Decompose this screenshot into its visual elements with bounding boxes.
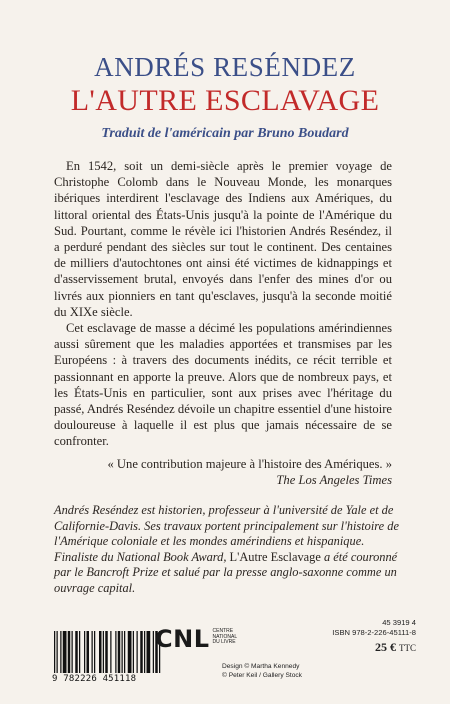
barcode-bar xyxy=(122,631,123,673)
barcode-bar xyxy=(118,631,121,673)
barcode-bar xyxy=(84,631,85,673)
author-bio xyxy=(54,503,400,597)
cnl-logo-line-1: CENTRE xyxy=(212,628,234,634)
barcode-bar xyxy=(147,631,151,673)
isbn-barcode xyxy=(52,631,164,691)
blurb-paragraph-2: Cet esclavage de masse a décimé les populations amérindiennes aussi sûrement que les maladies apportées et transmises par les Européens : à travers des documents inédits, ce récit terrible et passionnant en apporte la preuve. Alors que de nombreux pays, et les États-Unis en particulier, sont aux prises avec l'héritage du passé, Andrés Reséndez dévoile un chapitre essentiel d'une histoire douloureuse à laquelle il est plus que jamais nécessaire de se confronter. xyxy=(54,321,392,449)
bio-text-1: Andrés Reséndez est historien, professeur à l'université de Yale et de Californie-Davis. Ses travaux portent principalement sur l'histoire de l'Amérique coloniale et les mondes amérindiens et hispanique. Finaliste du National Book Award, xyxy=(54,503,399,564)
barcode-bar xyxy=(75,631,78,673)
press-review xyxy=(54,456,392,488)
price-value: 25 € xyxy=(375,640,396,654)
barcode-bar xyxy=(68,631,71,673)
cnl-logo-line-3: DU LIVRE xyxy=(212,639,236,646)
barcode-bar xyxy=(124,631,125,673)
price-suffix: TTC xyxy=(399,643,416,653)
cnl-logo-subtitle xyxy=(213,629,237,646)
barcode-bar xyxy=(105,631,108,673)
barcode-bar xyxy=(72,631,73,673)
barcode-bar xyxy=(128,631,132,673)
product-code: 45 3919 4 xyxy=(382,618,416,627)
author-name: ANDRÉS RESÉNDEZ xyxy=(94,52,356,82)
barcode-bar xyxy=(94,631,95,673)
photo-credit: © Peter Keil / Gallery Stock xyxy=(222,671,302,679)
review-source: The Los Angeles Times xyxy=(276,473,392,488)
barcode-bar xyxy=(103,631,104,673)
barcode-bar xyxy=(133,631,134,673)
barcode-bar xyxy=(87,631,90,673)
cnl-logo xyxy=(155,627,237,651)
barcode-bar xyxy=(79,631,80,673)
barcode-bar xyxy=(99,631,102,673)
cnl-logo-line-2: NATIONAL xyxy=(212,633,238,640)
barcode-bars xyxy=(52,631,164,673)
barcode-bar xyxy=(60,631,61,673)
translator-credit: Traduit de l'américain par Bruno Boudard xyxy=(101,126,349,141)
barcode-bar xyxy=(144,631,145,673)
barcode-digits: 9 782226 451118 xyxy=(52,674,137,684)
review-quote: « Une contribution majeure à l'histoire des Amériques. » xyxy=(107,457,392,471)
barcode-bar xyxy=(140,631,143,673)
cnl-logo-letters: CNL xyxy=(155,625,210,653)
bio-text-2: a été couronné par le Bancroft Prize et salué par la presse anglo-saxonne comme un ouvrage capital. xyxy=(54,549,398,595)
price-line xyxy=(320,642,416,653)
design-credit: Design © Martha Kennedy xyxy=(222,663,300,670)
book-title: L'AUTRE ESCLAVAGE xyxy=(70,84,380,117)
barcode-bar xyxy=(115,631,116,673)
barcode-bar xyxy=(54,631,55,673)
barcode-bar xyxy=(110,631,111,673)
isbn-block xyxy=(320,618,416,653)
barcode-bar xyxy=(137,631,138,673)
isbn-number: ISBN 978-2-226-45111-8 xyxy=(332,628,416,637)
blurb-paragraph-1: En 1542, soit un demi-siècle après le premier voyage de Christophe Colomb dans le Nouveau Monde, les monarques ibériques interdirent l'esclavage des Indiens aux Amériques, du littoral oriental des États-Unis jusqu'à la pointe de l'Amérique du Sud. Pourtant, comme le révèle ici l'historien Andrés Reséndez, il a perduré pendant des siècles sur tout le continent. Des centaines de milliers d'autochtones ont ainsi été victimes de kidnappings et d'asservissement brutal, envoyés dans l'enfer des mines d'or ou livrés aux pionniers en tant qu'esclaves, jusqu'à la seconde moitié du XIXe siècle. xyxy=(54,159,392,319)
barcode-bar xyxy=(63,631,67,673)
bio-book-title: L'Autre Esclavage xyxy=(229,549,321,564)
barcode-bar xyxy=(57,631,58,673)
barcode-bar xyxy=(92,631,93,673)
cover-credits xyxy=(222,663,332,680)
barcode-bar xyxy=(153,631,154,673)
